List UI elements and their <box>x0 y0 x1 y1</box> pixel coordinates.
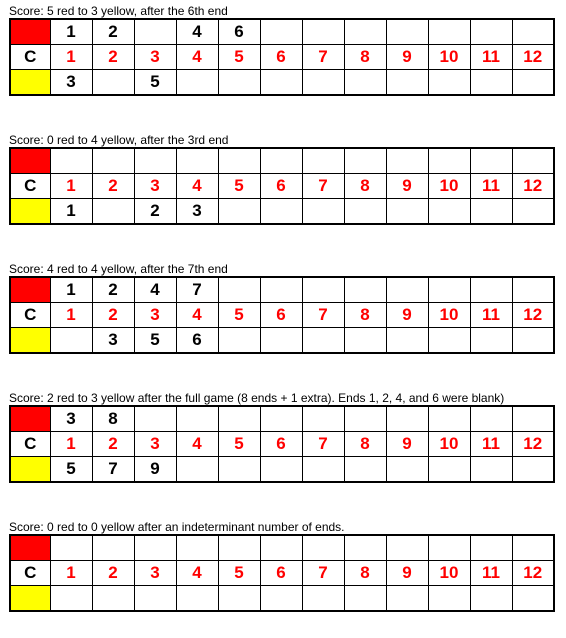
red-score-cell: 4 <box>134 277 176 303</box>
end-number-cell: 8 <box>344 561 386 586</box>
scoreboard-4 <box>9 391 556 483</box>
yellow-score-cell: 3 <box>92 328 134 354</box>
end-number-cell: 2 <box>92 174 134 199</box>
yellow-score-cell <box>470 70 512 96</box>
red-score-cell <box>344 19 386 45</box>
yellow-score-cell: 6 <box>176 328 218 354</box>
scoreboard-caption: Score: 0 red to 0 yellow after an indeterminant number of ends. <box>9 520 345 534</box>
red-score-cell <box>344 148 386 174</box>
yellow-score-cell: 5 <box>50 457 92 483</box>
yellow-score-cell <box>302 586 344 612</box>
yellow-score-cell <box>260 199 302 225</box>
yellow-score-cell: 5 <box>134 70 176 96</box>
yellow-team-row <box>10 457 554 483</box>
end-number-cell: 8 <box>344 432 386 457</box>
end-number-cell: 7 <box>302 561 344 586</box>
red-score-cell <box>470 19 512 45</box>
yellow-score-cell <box>470 457 512 483</box>
yellow-team-row <box>10 199 554 225</box>
yellow-score-cell <box>470 586 512 612</box>
yellow-team-row <box>10 586 554 612</box>
end-number-cell: 12 <box>512 432 554 457</box>
end-number-cell: 1 <box>50 174 92 199</box>
red-score-cell <box>428 148 470 174</box>
yellow-score-cell <box>428 199 470 225</box>
end-number-row <box>10 432 554 457</box>
end-number-row <box>10 561 554 586</box>
yellow-score-cell <box>512 199 554 225</box>
yellow-score-cell <box>512 457 554 483</box>
red-score-cell <box>302 406 344 432</box>
end-number-cell: 4 <box>176 174 218 199</box>
red-score-cell <box>134 535 176 561</box>
end-number-cell: 8 <box>344 174 386 199</box>
yellow-team-swatch <box>10 70 50 96</box>
red-score-cell <box>92 148 134 174</box>
end-number-cell: 12 <box>512 303 554 328</box>
yellow-score-cell <box>428 457 470 483</box>
yellow-score-cell <box>470 328 512 354</box>
red-score-cell <box>260 406 302 432</box>
end-number-cell: 6 <box>260 45 302 70</box>
red-score-cell <box>260 148 302 174</box>
scoreboard-table <box>9 147 555 225</box>
yellow-team-row <box>10 70 554 96</box>
scoreboard-3 <box>9 262 556 354</box>
end-number-row <box>10 303 554 328</box>
yellow-score-cell <box>386 328 428 354</box>
yellow-score-cell <box>92 586 134 612</box>
end-number-cell: 10 <box>428 432 470 457</box>
end-number-cell: 6 <box>260 561 302 586</box>
red-score-cell <box>134 406 176 432</box>
scoreboard-table <box>9 276 555 354</box>
yellow-score-cell: 3 <box>50 70 92 96</box>
end-number-cell: 3 <box>134 45 176 70</box>
red-score-cell <box>302 19 344 45</box>
yellow-score-cell <box>50 328 92 354</box>
red-score-cell <box>386 535 428 561</box>
yellow-score-cell <box>344 586 386 612</box>
center-label: C <box>10 561 50 586</box>
scoreboard-table <box>9 534 555 612</box>
yellow-score-cell: 5 <box>134 328 176 354</box>
scoreboard-caption: Score: 2 red to 3 yellow after the full game (8 ends + 1 extra). Ends 1, 2, 4, and 6 were blank) <box>9 391 505 405</box>
end-number-cell: 7 <box>302 303 344 328</box>
end-number-cell: 3 <box>134 303 176 328</box>
yellow-score-cell <box>386 586 428 612</box>
yellow-score-cell <box>302 328 344 354</box>
red-score-cell <box>134 19 176 45</box>
red-score-cell <box>50 148 92 174</box>
red-score-cell <box>344 277 386 303</box>
red-team-swatch <box>10 535 50 561</box>
end-number-cell: 12 <box>512 45 554 70</box>
end-number-cell: 3 <box>134 561 176 586</box>
red-score-cell <box>302 535 344 561</box>
red-score-cell: 1 <box>50 277 92 303</box>
yellow-score-cell: 1 <box>50 199 92 225</box>
red-score-cell <box>386 148 428 174</box>
yellow-score-cell <box>512 586 554 612</box>
end-number-cell: 4 <box>176 561 218 586</box>
end-number-cell: 4 <box>176 45 218 70</box>
yellow-score-cell <box>302 70 344 96</box>
end-number-cell: 1 <box>50 303 92 328</box>
red-team-row <box>10 406 554 432</box>
end-number-cell: 10 <box>428 561 470 586</box>
scoreboard-caption: Score: 5 red to 3 yellow, after the 6th end <box>9 4 228 18</box>
yellow-score-cell <box>176 586 218 612</box>
red-score-cell <box>176 148 218 174</box>
red-score-cell <box>428 277 470 303</box>
yellow-score-cell <box>50 586 92 612</box>
red-score-cell <box>134 148 176 174</box>
red-score-cell <box>302 148 344 174</box>
red-score-cell <box>512 277 554 303</box>
yellow-score-cell <box>92 199 134 225</box>
end-number-cell: 7 <box>302 174 344 199</box>
yellow-score-cell <box>302 457 344 483</box>
red-team-row <box>10 277 554 303</box>
yellow-score-cell <box>302 199 344 225</box>
end-number-cell: 12 <box>512 174 554 199</box>
yellow-team-swatch <box>10 199 50 225</box>
yellow-score-cell <box>386 199 428 225</box>
red-score-cell <box>470 406 512 432</box>
red-score-cell <box>386 277 428 303</box>
red-score-cell <box>218 406 260 432</box>
yellow-score-cell <box>512 70 554 96</box>
end-number-cell: 11 <box>470 561 512 586</box>
red-score-cell <box>176 535 218 561</box>
center-label: C <box>10 45 50 70</box>
red-score-cell <box>428 406 470 432</box>
yellow-score-cell <box>218 586 260 612</box>
end-number-cell: 5 <box>218 45 260 70</box>
yellow-score-cell <box>344 70 386 96</box>
yellow-team-swatch <box>10 586 50 612</box>
red-score-cell <box>302 277 344 303</box>
yellow-score-cell <box>386 70 428 96</box>
red-score-cell <box>344 535 386 561</box>
red-score-cell <box>218 535 260 561</box>
red-team-swatch <box>10 19 50 45</box>
end-number-cell: 1 <box>50 561 92 586</box>
red-score-cell <box>344 406 386 432</box>
yellow-score-cell <box>260 586 302 612</box>
yellow-score-cell <box>344 328 386 354</box>
red-score-cell <box>386 406 428 432</box>
yellow-score-cell: 9 <box>134 457 176 483</box>
end-number-cell: 1 <box>50 45 92 70</box>
yellow-score-cell <box>218 199 260 225</box>
yellow-score-cell <box>218 457 260 483</box>
red-score-cell <box>218 277 260 303</box>
yellow-score-cell <box>344 199 386 225</box>
yellow-score-cell <box>512 328 554 354</box>
end-number-cell: 11 <box>470 45 512 70</box>
red-team-row <box>10 19 554 45</box>
end-number-cell: 10 <box>428 303 470 328</box>
end-number-cell: 5 <box>218 174 260 199</box>
red-score-cell <box>470 148 512 174</box>
end-number-cell: 5 <box>218 303 260 328</box>
yellow-score-cell <box>218 328 260 354</box>
end-number-cell: 2 <box>92 432 134 457</box>
red-team-row <box>10 535 554 561</box>
red-score-cell <box>512 406 554 432</box>
red-score-cell: 6 <box>218 19 260 45</box>
end-number-cell: 11 <box>470 174 512 199</box>
red-score-cell <box>92 535 134 561</box>
yellow-score-cell <box>92 70 134 96</box>
yellow-score-cell <box>260 457 302 483</box>
center-label: C <box>10 174 50 199</box>
red-score-cell: 2 <box>92 277 134 303</box>
red-score-cell: 2 <box>92 19 134 45</box>
red-score-cell <box>512 535 554 561</box>
end-number-cell: 11 <box>470 303 512 328</box>
red-team-swatch <box>10 277 50 303</box>
yellow-score-cell <box>134 586 176 612</box>
end-number-cell: 10 <box>428 45 470 70</box>
red-score-cell <box>428 535 470 561</box>
end-number-cell: 3 <box>134 432 176 457</box>
center-label: C <box>10 303 50 328</box>
red-score-cell <box>512 148 554 174</box>
end-number-cell: 4 <box>176 432 218 457</box>
yellow-score-cell <box>386 457 428 483</box>
yellow-team-swatch <box>10 457 50 483</box>
red-team-row <box>10 148 554 174</box>
yellow-score-cell: 3 <box>176 199 218 225</box>
yellow-score-cell <box>428 586 470 612</box>
red-score-cell: 4 <box>176 19 218 45</box>
red-score-cell <box>386 19 428 45</box>
yellow-score-cell: 7 <box>92 457 134 483</box>
end-number-cell: 7 <box>302 432 344 457</box>
end-number-cell: 2 <box>92 561 134 586</box>
red-score-cell <box>470 535 512 561</box>
red-team-swatch <box>10 406 50 432</box>
end-number-cell: 9 <box>386 174 428 199</box>
yellow-score-cell <box>428 328 470 354</box>
end-number-cell: 9 <box>386 432 428 457</box>
yellow-score-cell <box>176 70 218 96</box>
end-number-cell: 5 <box>218 432 260 457</box>
red-score-cell <box>176 406 218 432</box>
scoreboard-caption: Score: 4 red to 4 yellow, after the 7th end <box>9 262 228 276</box>
end-number-cell: 7 <box>302 45 344 70</box>
yellow-score-cell <box>260 328 302 354</box>
end-number-cell: 1 <box>50 432 92 457</box>
end-number-cell: 4 <box>176 303 218 328</box>
red-score-cell <box>50 535 92 561</box>
yellow-team-swatch <box>10 328 50 354</box>
end-number-row <box>10 174 554 199</box>
yellow-score-cell <box>344 457 386 483</box>
end-number-cell: 5 <box>218 561 260 586</box>
red-team-swatch <box>10 148 50 174</box>
end-number-cell: 9 <box>386 561 428 586</box>
red-score-cell <box>260 535 302 561</box>
scoreboard-table <box>9 405 555 483</box>
end-number-cell: 2 <box>92 303 134 328</box>
center-label: C <box>10 432 50 457</box>
yellow-score-cell: 2 <box>134 199 176 225</box>
end-number-cell: 6 <box>260 303 302 328</box>
end-number-cell: 10 <box>428 174 470 199</box>
scoreboard-1 <box>9 4 556 96</box>
red-score-cell <box>428 19 470 45</box>
red-score-cell <box>260 277 302 303</box>
red-score-cell: 8 <box>92 406 134 432</box>
end-number-cell: 3 <box>134 174 176 199</box>
end-number-cell: 6 <box>260 174 302 199</box>
end-number-cell: 12 <box>512 561 554 586</box>
scoreboard-5 <box>9 520 556 612</box>
end-number-cell: 2 <box>92 45 134 70</box>
end-number-cell: 9 <box>386 45 428 70</box>
end-number-row <box>10 45 554 70</box>
red-score-cell: 3 <box>50 406 92 432</box>
red-score-cell <box>470 277 512 303</box>
yellow-score-cell <box>260 70 302 96</box>
yellow-score-cell <box>218 70 260 96</box>
yellow-score-cell <box>176 457 218 483</box>
end-number-cell: 9 <box>386 303 428 328</box>
yellow-score-cell <box>428 70 470 96</box>
end-number-cell: 11 <box>470 432 512 457</box>
red-score-cell: 7 <box>176 277 218 303</box>
yellow-team-row <box>10 328 554 354</box>
scoreboard-table <box>9 18 555 96</box>
scoreboard-2 <box>9 133 556 225</box>
red-score-cell <box>260 19 302 45</box>
end-number-cell: 6 <box>260 432 302 457</box>
end-number-cell: 8 <box>344 45 386 70</box>
scoreboard-caption: Score: 0 red to 4 yellow, after the 3rd end <box>9 133 229 147</box>
yellow-score-cell <box>470 199 512 225</box>
red-score-cell: 1 <box>50 19 92 45</box>
red-score-cell <box>512 19 554 45</box>
red-score-cell <box>218 148 260 174</box>
end-number-cell: 8 <box>344 303 386 328</box>
